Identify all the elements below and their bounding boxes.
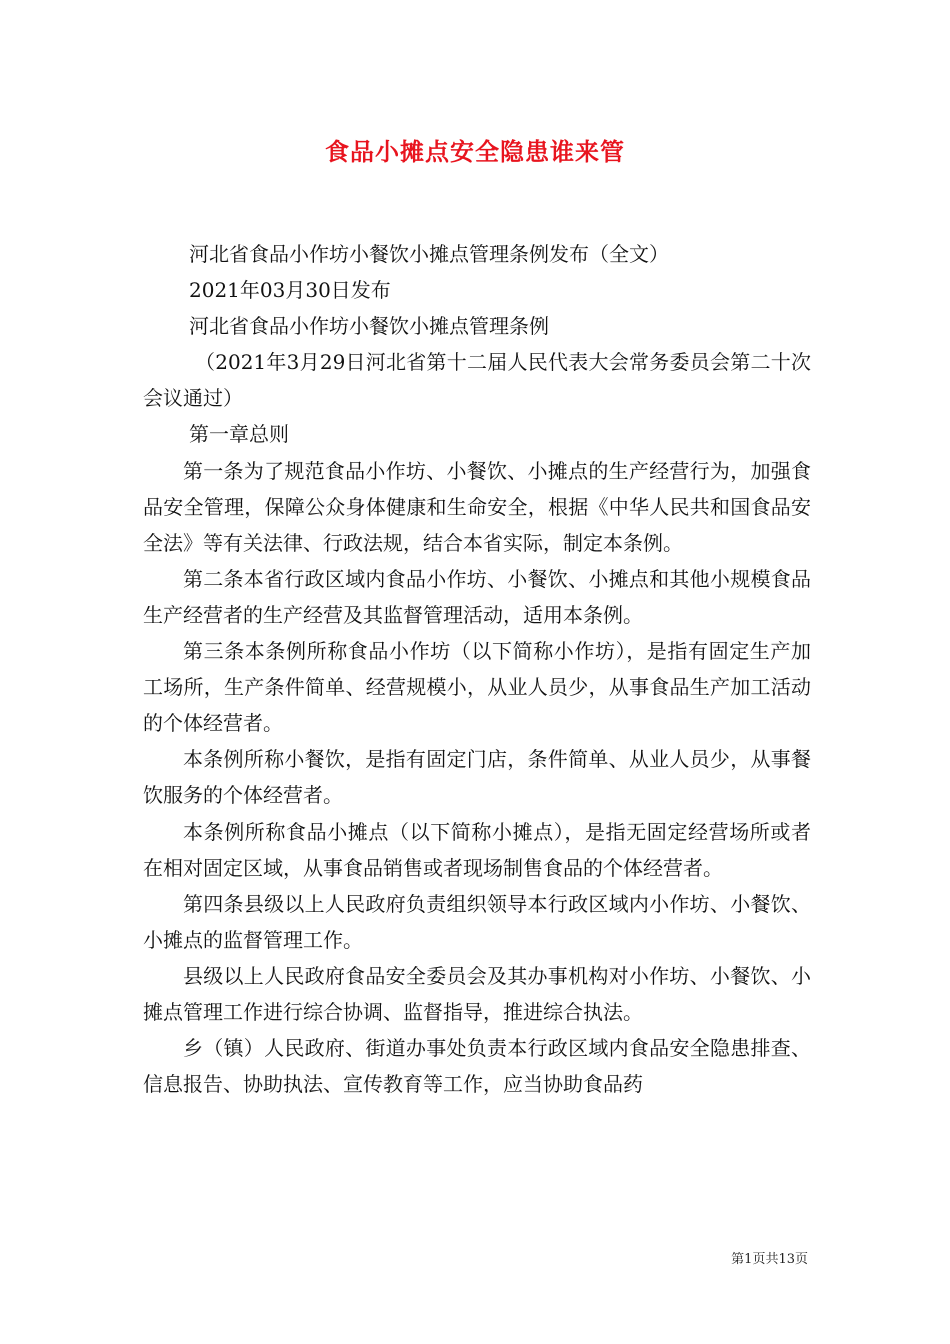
paragraph: 第四条县级以上人民政府负责组织领导本行政区域内小作坊、小餐饮、小摊点的监督管理工作。 [143, 891, 811, 952]
document-title: 食品小摊点安全隐患谁来管 [325, 138, 625, 166]
paragraph: 2021年03月30日发布 [189, 278, 391, 303]
paragraph: 第三条本条例所称食品小作坊（以下简称小作坊），是指有固定生产加工场所，生产条件简单、经营规模小，从业人员少，从事食品生产加工活动的个体经营者。 [143, 639, 811, 736]
paragraph: 本条例所称小餐饮，是指有固定门店，条件简单、从业人员少，从事餐饮服务的个体经营者。 [143, 747, 811, 808]
paragraph: 第二条本省行政区域内食品小作坊、小餐饮、小摊点和其他小规模食品生产经营者的生产经营及其监督管理活动，适用本条例。 [143, 566, 811, 627]
paragraph: 河北省食品小作坊小餐饮小摊点管理条例 [189, 314, 549, 339]
paragraph: 县级以上人民政府食品安全委员会及其办事机构对小作坊、小餐饮、小摊点管理工作进行综合协调、监督指导，推进综合执法。 [143, 963, 811, 1024]
paragraph: 第一章总则 [189, 422, 289, 447]
paragraph: 本条例所称食品小摊点（以下简称小摊点），是指无固定经营场所或者在相对固定区域，从事食品销售或者现场制售食品的个体经营者。 [143, 819, 811, 880]
paragraph: 第一条为了规范食品小作坊、小餐饮、小摊点的生产经营行为，加强食品安全管理，保障公众身体健康和生命安全，根据《中华人民共和国食品安全法》等有关法律、行政法规，结合本省实际，制定本条例。 [143, 458, 811, 555]
document-body [143, 236, 811, 1102]
paragraph: 乡（镇）人民政府、街道办事处负责本行政区域内食品安全隐患排查、信息报告、协助执法、宣传教育等工作，应当协助食品药 [143, 1036, 811, 1097]
page-number: 第1页共13页 [731, 1252, 808, 1267]
paragraph: （2021年3月29日河北省第十二届人民代表大会常务委员会第二十次会议通过） [143, 350, 811, 411]
paragraph: 河北省食品小作坊小餐饮小摊点管理条例发布（全文） [189, 242, 669, 266]
